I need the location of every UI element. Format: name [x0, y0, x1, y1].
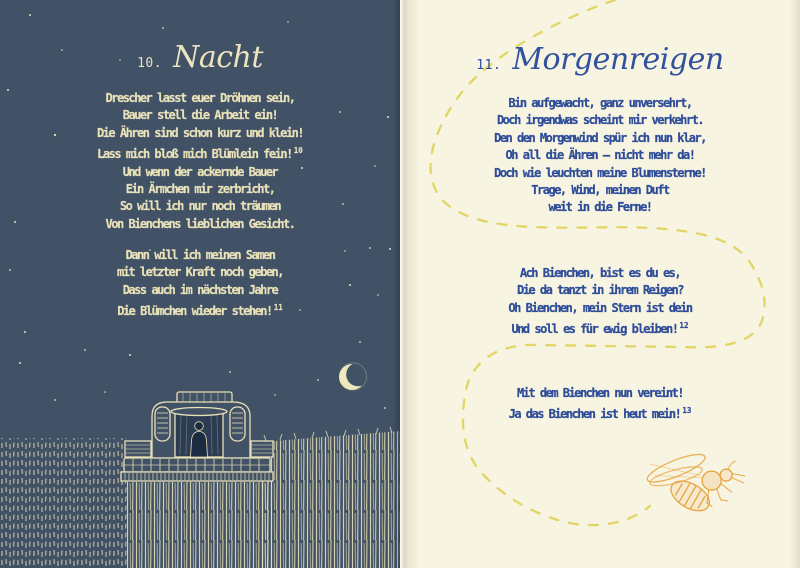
poem-line: Trage, Wind, meinen Duft — [531, 183, 669, 198]
right-stanza-1 — [400, 95, 800, 217]
stubble-field — [0, 438, 127, 568]
poem-line: weit in die Ferne! — [548, 200, 652, 215]
bee-icon — [643, 445, 749, 522]
left-chapter-title: Nacht — [173, 40, 263, 75]
poem-line: Lass mich bloß mich Blümlein fein! $^{10}$ — [97, 146, 303, 162]
left-chapter-number: 10. — [137, 56, 163, 71]
poem-line: Ach Bienchen, bist es du es, — [519, 266, 681, 280]
wheat-field-right — [261, 431, 400, 568]
poem-line: Drescher lasst euer Dröhnen sein, — [105, 91, 295, 105]
right-chapter-title: Morgenreigen — [512, 42, 724, 77]
combine-harvester-illustration — [121, 392, 273, 481]
poem-line: mit letzter Kraft noch geben, — [116, 265, 283, 280]
poem-line: Oh all die Ähren – nicht mehr da! — [505, 148, 695, 163]
poem-line: Ein Ärmchen mir zerbricht, — [125, 182, 275, 197]
poem-line: Die da tanzt in ihrem Reigen? — [516, 283, 683, 298]
right-chapter-heading — [400, 42, 800, 77]
poem-line: Dann will ich meinen Samen — [125, 248, 275, 262]
poem-line: Die Ähren sind schon kurz und klein! — [96, 125, 304, 140]
poem-line: Und soll es für ewig bleiben! $^{12}$ — [511, 321, 689, 337]
poem-line: Die Blümchen wieder stehen! $^{11}$ — [117, 303, 283, 319]
poem-line: Bauer stell die Arbeit ein! — [122, 108, 278, 123]
crescent-moon-icon — [339, 363, 370, 390]
right-stanza-2 — [400, 265, 800, 339]
wheat-strip-center — [127, 482, 272, 568]
poem-line: Doch irgendwas scheint mir verkehrt. — [496, 113, 704, 128]
right-chapter-number: 11. — [476, 58, 502, 73]
footnote-marker: 10 — [293, 146, 303, 156]
poem-line: Dass auch im nächsten Jahre — [122, 282, 278, 297]
left-chapter-heading — [0, 40, 400, 75]
right-page — [400, 0, 800, 568]
poem-line: Doch wie leuchten meine Blumensterne! — [494, 165, 706, 180]
left-stanza-1 — [0, 90, 400, 233]
poem-line: Den den Morgenwind spür ich nun klar, — [494, 130, 706, 145]
right-stanza-3 — [400, 385, 800, 424]
footnote-marker: 13 — [682, 406, 692, 416]
footnote-marker: 11 — [273, 303, 283, 313]
dashed-flight-path — [431, 0, 765, 525]
poem-line: Ja das Bienchen ist heut mein! $^{13}$ — [508, 406, 692, 422]
poem-line: Von Bienchens lieblichen Gesicht. — [105, 216, 295, 231]
footnote-marker: 12 — [679, 321, 689, 331]
poem-line: Oh Bienchen, mein Stern ist dein — [508, 300, 692, 315]
left-stanza-2 — [0, 247, 400, 321]
poem-line: Und wenn der ackernde Bauer — [122, 164, 278, 179]
poem-line: So will ich nur noch träumen — [119, 199, 281, 214]
poem-line: Mit dem Bienchen nun vereint! — [516, 386, 683, 400]
poem-line: Bin aufgewacht, ganz unversehrt, — [508, 96, 692, 110]
